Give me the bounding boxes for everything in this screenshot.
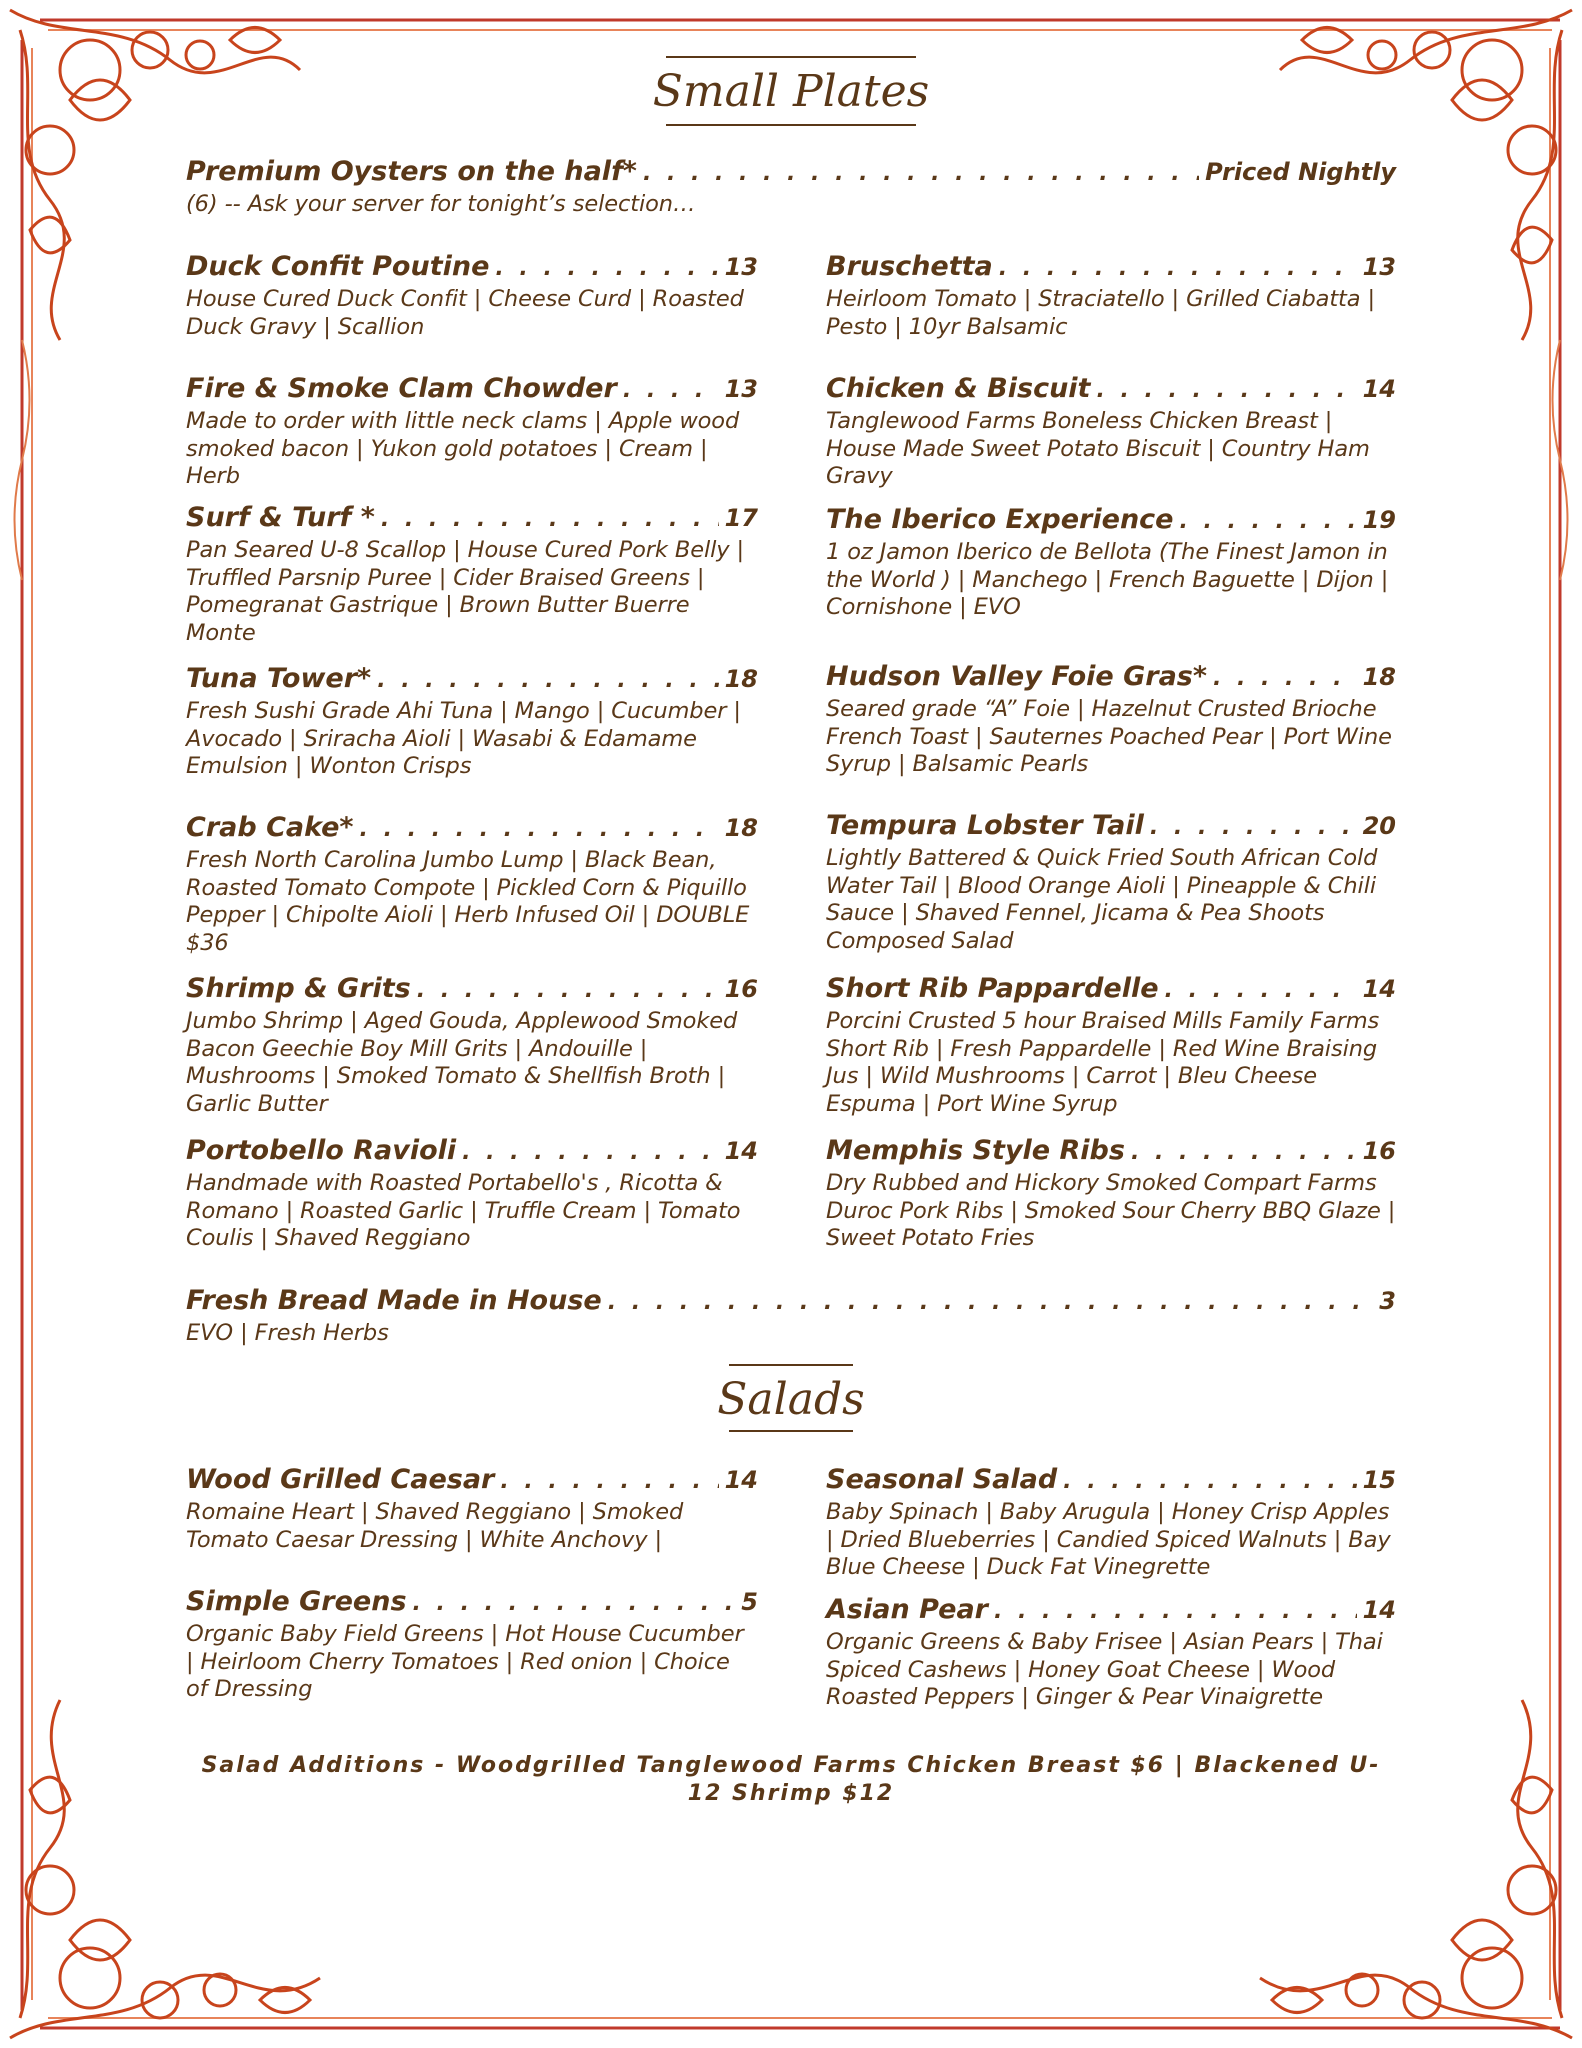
item-description: Romaine Heart | Shaved Reggiano | Smoked Tomato Caesar Dressing | White Anchovy |	[186, 1499, 684, 1553]
leader-dots	[608, 1287, 1374, 1319]
item-price: 14	[724, 1137, 758, 1165]
item-description: 1 oz Jamon Iberico de Bellota (The Finest Jamon in the World ) | Manchego | French Baguette | Dijon | Cornishone | EVO	[826, 539, 1389, 620]
menu-item-shrimp-grits	[186, 973, 758, 1118]
leader-dots	[1213, 663, 1357, 695]
small-plates-heading	[186, 56, 1396, 126]
item-price: 13	[724, 375, 758, 403]
item-name: Asian Pear	[826, 1594, 988, 1625]
leader-dots	[377, 665, 718, 697]
item-name: Shrimp & Grits	[186, 973, 411, 1004]
leader-dots	[1150, 812, 1357, 844]
item-name: Wood Grilled Caesar	[186, 1464, 495, 1495]
menu-item-lobster-tail	[826, 810, 1396, 955]
item-price: 13	[724, 253, 758, 281]
item-description: House Cured Duck Confit | Cheese Curd | Roasted Duck Gravy | Scallion	[186, 286, 744, 340]
item-description: Baby Spinach | Baby Arugula | Honey Crisp Apples | Dried Blueberries | Candied Spiced Walnuts | Bay Blue Cheese | Duck Fat Vinegrette	[826, 1499, 1391, 1580]
menu-item-ravioli	[186, 1135, 758, 1253]
leader-dots	[1165, 975, 1357, 1007]
item-description: (6) -- Ask your server for tonight’s selection…	[186, 191, 696, 217]
menu-item-iberico	[826, 504, 1396, 622]
item-name: Bruschetta	[826, 251, 993, 282]
item-name: Portobello Ravioli	[186, 1135, 457, 1166]
item-name: Tempura Lobster Tail	[826, 810, 1144, 841]
menu-item-asian-pear	[826, 1594, 1396, 1712]
item-price: 17	[724, 504, 758, 532]
menu-item-foie-gras	[826, 661, 1396, 779]
item-description: Made to order with little neck clams | Apple wood smoked bacon | Yukon gold potatoes | Cream | Herb	[186, 408, 740, 489]
item-description: Porcini Crusted 5 hour Braised Mills Family Farms Short Rib | Fresh Pappardelle | Red Wine Braising Jus | Wild Mushrooms | Carrot | Bleu Cheese Espuma | Port Wine Syrup	[826, 1008, 1380, 1117]
item-name: Short Rib Pappardelle	[826, 973, 1159, 1004]
leader-dots	[360, 814, 719, 846]
item-description: Organic Greens & Baby Frisee | Asian Pears | Thai Spiced Cashews | Honey Goat Cheese | Wood Roasted Peppers | Ginger & Pear Vinaigrette	[826, 1629, 1383, 1710]
item-description: EVO | Fresh Herbs	[186, 1320, 389, 1346]
leader-dots	[994, 1596, 1357, 1628]
section-title-text: Small Plates	[652, 66, 930, 117]
salad-additions: Salad Additions - Woodgrilled Tanglewood Farms Chicken Breast $6 | Blackened U-12 Shrimp $12	[201, 1753, 1381, 1806]
leader-dots	[999, 253, 1357, 285]
item-price: 14	[724, 1466, 758, 1494]
item-price: 15	[1362, 1466, 1396, 1494]
item-description: Organic Baby Field Greens | Hot House Cucumber | Heirloom Cherry Tomatoes | Red onion | Choice of Dressing	[186, 1621, 744, 1702]
floral-corner-bottom-left	[10, 1700, 320, 2038]
menu-item-seasonal-salad	[826, 1464, 1396, 1582]
menu-item-duck-confit	[186, 251, 758, 341]
leader-dots	[1179, 506, 1356, 538]
item-name: Tuna Tower*	[186, 663, 372, 694]
leader-dots	[417, 975, 719, 1007]
heading-rule-bottom	[666, 124, 916, 126]
item-name: Memphis Style Ribs	[826, 1135, 1125, 1166]
item-description: Handmade with Roasted Portabello's , Ricotta & Romano | Roasted Garlic | Truffle Cream | Tomato Coulis | Shaved Reggiano	[186, 1170, 741, 1251]
menu-item-simple-greens	[186, 1586, 758, 1704]
item-price: 18	[1362, 663, 1396, 691]
menu-item-crab-cake	[186, 812, 758, 957]
item-description: Lightly Battered & Quick Fried South African Cold Water Tail | Blood Orange Aioli | Pineapple & Chili Sauce | Shaved Fennel, Jicama & Pea Shoots Composed Salad	[826, 845, 1378, 954]
item-price: 20	[1362, 812, 1396, 840]
menu-item-short-rib	[826, 973, 1396, 1118]
leader-dots	[462, 1137, 718, 1169]
item-name: Crab Cake*	[186, 812, 354, 843]
item-name: Premium Oysters on the half*	[186, 156, 637, 187]
item-name: Hudson Valley Foie Gras*	[826, 661, 1207, 692]
item-description: Tanglewood Farms Boneless Chicken Breast | House Made Sweet Potato Biscuit | Country Ham Gravy	[826, 408, 1370, 489]
menu-item-caesar	[186, 1464, 758, 1554]
item-description: Pan Seared U-8 Scallop | House Cured Pork Belly | Truffled Parsnip Puree | Cider Braised Greens | Pomegranat Gastrique | Brown Butter Buerre Monte	[186, 537, 744, 646]
heading-rule-bottom	[729, 1430, 853, 1432]
leader-dots	[413, 1588, 736, 1620]
item-price: 14	[1362, 375, 1396, 403]
item-price: 13	[1362, 253, 1396, 281]
item-name: The Iberico Experience	[826, 504, 1174, 535]
item-price: 3	[1379, 1287, 1396, 1315]
item-name: Surf & Turf *	[186, 502, 375, 533]
item-name: Fresh Bread Made in House	[186, 1285, 602, 1316]
item-name: Duck Confit Poutine	[186, 251, 490, 282]
item-description: Fresh Sushi Grade Ahi Tuna | Mango | Cucumber | Avocado | Sriracha Aioli | Wasabi & Edamame Emulsion | Wonton Crisps	[186, 698, 741, 779]
item-name: Simple Greens	[186, 1586, 407, 1617]
menu-item-surf-turf	[186, 502, 758, 647]
leader-dots	[643, 158, 1199, 190]
leader-dots	[1131, 1137, 1357, 1169]
leader-dots	[495, 253, 718, 285]
item-description: Heirloom Tomato | Straciatello | Grilled Ciabatta | Pesto | 10yr Balsamic	[826, 286, 1375, 340]
item-description: Jumbo Shrimp | Aged Gouda, Applewood Smoked Bacon Geechie Boy Mill Grits | Andouille | Mushrooms | Smoked Tomato & Shellfish Broth | Garlic Butter	[186, 1008, 738, 1117]
item-price: 14	[1362, 1596, 1396, 1624]
item-name: Chicken & Biscuit	[826, 373, 1091, 404]
item-description: Dry Rubbed and Hickory Smoked Compart Farms Duroc Pork Ribs | Smoked Sour Cherry BBQ Glaze | Sweet Potato Fries	[826, 1170, 1396, 1251]
section-title-text: Salads	[717, 1374, 865, 1425]
item-name: Seasonal Salad	[826, 1464, 1058, 1495]
leader-dots	[623, 375, 719, 407]
salads-heading	[186, 1364, 1396, 1432]
menu-item-tuna-tower	[186, 663, 758, 781]
item-price: 16	[1362, 1137, 1396, 1165]
menu-item-oysters	[186, 156, 1396, 219]
leader-dots	[381, 504, 719, 536]
item-price: 18	[724, 665, 758, 693]
menu-item-ribs	[826, 1135, 1396, 1253]
item-description: Fresh North Carolina Jumbo Lump | Black Bean, Roasted Tomato Compote | Pickled Corn & Piquillo Pepper | Chipolte Aioli | Herb Infused Oil | DOUBLE $36	[186, 847, 750, 956]
item-price: 18	[724, 814, 758, 842]
menu-item-bruschetta	[826, 251, 1396, 341]
menu-item-chicken-biscuit	[826, 373, 1396, 491]
leader-dots	[1096, 375, 1356, 407]
item-price: 16	[724, 975, 758, 1003]
item-name: Fire & Smoke Clam Chowder	[186, 373, 617, 404]
item-price: Priced Nightly	[1205, 158, 1396, 186]
item-description: Seared grade “A” Foie | Hazelnut Crusted Brioche French Toast | Sauternes Poached Pear | Port Wine Syrup | Balsamic Pearls	[826, 696, 1392, 777]
item-price: 19	[1362, 506, 1396, 534]
floral-corner-bottom-right	[1260, 1700, 1572, 2038]
menu-item-bread	[186, 1285, 1396, 1348]
item-price: 14	[1362, 975, 1396, 1003]
heading-rule-top	[729, 1364, 853, 1366]
item-price: 5	[741, 1588, 758, 1616]
menu-item-clam-chowder	[186, 373, 758, 491]
leader-dots	[1063, 1466, 1356, 1498]
leader-dots	[500, 1466, 718, 1498]
heading-rule-top	[666, 56, 916, 58]
